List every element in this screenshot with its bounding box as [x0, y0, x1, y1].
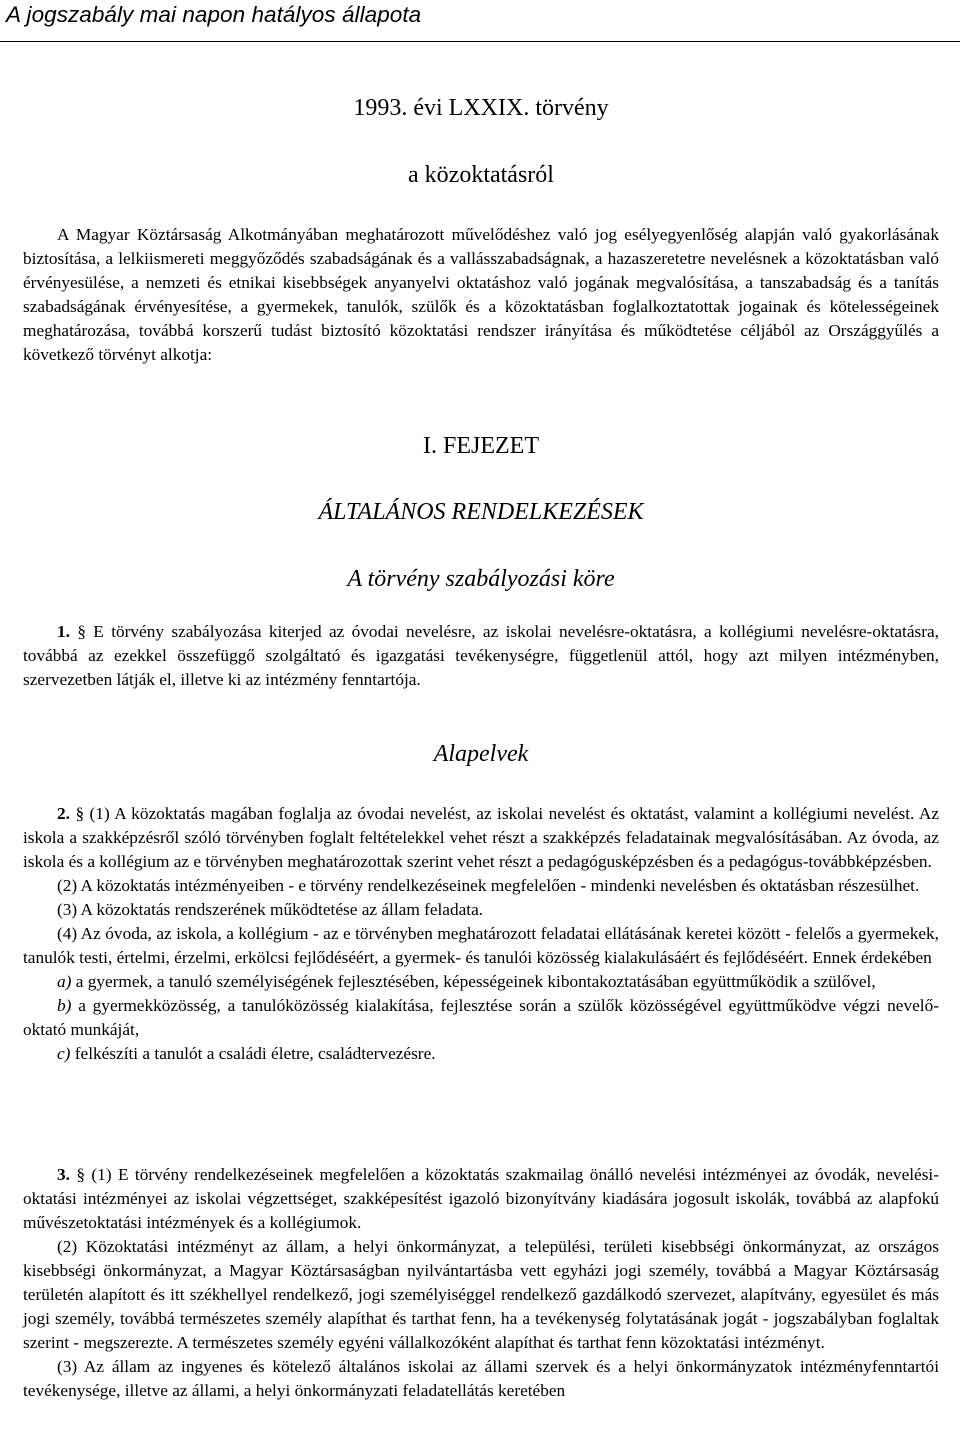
- list-item: [23, 994, 939, 1042]
- section-number: 1.: [57, 622, 70, 641]
- list-item-label: c): [57, 1044, 71, 1063]
- section-1: [23, 620, 939, 692]
- list-item: [23, 1042, 939, 1066]
- section-number: 2.: [57, 804, 70, 823]
- list-item-label: a): [57, 972, 72, 991]
- section-sign: §: [77, 622, 86, 641]
- law-subtitle: a közoktatásról: [408, 162, 554, 188]
- scope-heading: A törvény szabályozási köre: [347, 566, 615, 592]
- section-3-paragraph-3: (3) Az állam az ingyenes és kötelező általános iskolai az állami szervek és a helyi önkormányzatok intézményfenntartói tevékenysége, illetve az állami, a helyi önkormányzati feladatellátás keretében: [23, 1357, 939, 1400]
- paragraph-text: (1) E törvény rendelkezéseinek megfelelően a közoktatás szakmailag önálló nevelési intézményei az óvodák, nevelési-oktatási intézményei az iskolai végzettséget, szakképesítést igazoló bizonyítvány kiadására jogosult iskolák, továbbá az alapfokú művészetoktatási intézmények és a kollégiumok.: [23, 1165, 939, 1232]
- list-item-text: felkészíti a tanulót a családi életre, családtervezésre.: [74, 1044, 436, 1063]
- chapter-title: ÁLTALÁNOS RENDELKEZÉSEK: [318, 499, 644, 525]
- page-header: [0, 0, 960, 44]
- list-item-text: a gyermek, a tanuló személyiségének fejlesztésében, képességeinek kibontakoztatásában együttműködik a szülővel,: [75, 972, 876, 991]
- section-3-paragraph-2: (2) Közoktatási intézményt az állam, a helyi önkormányzat, a települési, területi kisebbségi önkormányzat, az országos kisebbségi önkormányzat, a Magyar Köztársaságban nyilvántartásba vett egyházi jogi személy, továbbá a Magyar Köztársaság területén alapított és itt székhellyel rendelkező, jogi személyiséggel rendelkező gazdálkodó szervezet, alapítvány, egyesület és más jogi személy, továbbá természetes személy alapíthat és tarthat fenn, ha a tevékenység folytatásának jogát - jogszabályban foglaltak szerint - megszerezte. A természetes személy egyéni vállalkozóként alapíthat és tarthat fenn közoktatási intézményt.: [23, 1237, 939, 1352]
- section-3: [23, 1163, 939, 1403]
- section-text: E törvény szabályozása kiterjed az óvodai nevelésre, az iskolai nevelésre-oktatásra, a kollégiumi nevelésre-oktatásra, továbbá az ezekkel összefüggő szolgáltató és igazgatási tevékenységre, függetlenül attól, hogy azt milyen intézményben, szervezetben látják el, illetve ki az intézmény fenntartója.: [23, 622, 939, 689]
- list-item-label: b): [57, 996, 72, 1015]
- section-3-paragraph-1: [23, 1163, 939, 1235]
- header-title: A jogszabály mai napon hatályos állapota: [6, 2, 422, 27]
- section-2: [23, 802, 939, 1066]
- header-divider: [0, 41, 960, 42]
- section-2-paragraph-3: (3) A közoktatás rendszerének működtetése az állam feladata.: [57, 900, 484, 919]
- chapter-heading: I. FEJEZET: [423, 433, 539, 459]
- section-sign: §: [76, 1165, 86, 1184]
- section-2-paragraph-4: (4) Az óvoda, az iskola, a kollégium - az e törvényben meghatározott feladatai ellátásának keretei között - felelős a gyermekek, tanulók testi, értelmi, érzelmi, erkölcsi fejlődéséért, a gyermek- és tanulói közösség kialakulásáért és fejlődéséért. Ennek érdekében: [23, 924, 939, 967]
- section-number: 3.: [57, 1165, 70, 1184]
- list-item: [23, 970, 939, 994]
- section-2-paragraph-2: (2) A közoktatás intézményeiben - e törvény rendelkezéseinek megfelelően - mindenki nevelésben és oktatásban részesülhet.: [57, 876, 920, 895]
- list-item-text: a gyermekközösség, a tanulóközösség kialakítása, fejlesztése során a szülők közösségével együttműködve végzi nevelő-oktató munkáját,: [23, 996, 939, 1039]
- section-sign: §: [75, 804, 85, 823]
- preamble: A Magyar Köztársaság Alkotmányában meghatározott művelődéshez való jog esélyegyenlőség alapján való gyakorlásának biztosítása, a lelkiismereti meggyőződés szabadságának és a vallásszabadságnak, a hazaszeretetre nevelésnek a közoktatásban való érvényesülése, a nemzeti és etnikai kisebbségek anyanyelvi oktatáshoz való jogának megvalósítása, a tanszabadság és a tanítás szabadságának érvényesítése, a gyermekek, tanulók, szülők és a közoktatásban foglalkoztatottak jogainak és kötelességeinek meghatározása, továbbá korszerű tudást biztosító közoktatási rendszer irányítása és működtetése céljából az Országgyűlés a következő törvényt alkotja:: [23, 225, 939, 364]
- principles-heading: Alapelvek: [433, 741, 529, 767]
- section-2-paragraph-1: [23, 802, 939, 874]
- law-title: 1993. évi LXXIX. törvény: [353, 95, 609, 121]
- paragraph-text: (1) A közoktatás magában foglalja az óvodai nevelést, az iskolai nevelést és oktatást, valamint a kollégiumi nevelést. Az iskola a szakképzésről szóló törvényben foglalt feltételekkel vehet részt a szakképzés feladatainak megvalósításában. Az óvoda, az iskola és a kollégium az e törvényben meghatározottak szerint vehet részt a pedagógusképzésben és a pedagógus-továbbképzésben.: [23, 804, 940, 871]
